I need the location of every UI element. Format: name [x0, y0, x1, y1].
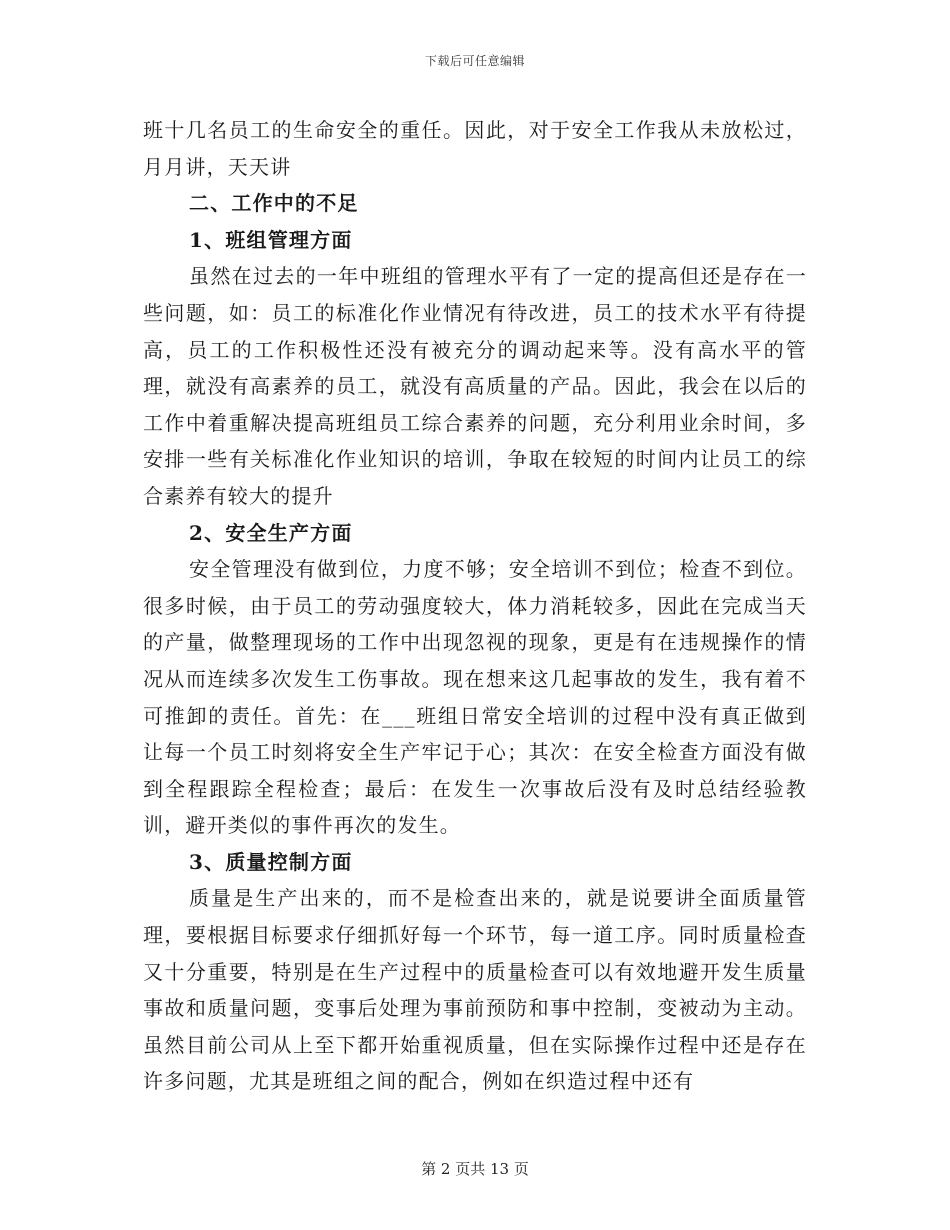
page-header: 下载后可任意编辑	[424, 54, 525, 68]
paragraph: 虽然在过去的一年中班组的管理水平有了一定的提高但还是存在一些问题，如：员工的标准化作业情况有待改进，员工的技术水平有待提高，员工的工作积极性还没有被充分的调动起来等。没有高水平的管理，就没有高素养的员工，就没有高质量的产品。因此，我会在以后的工作中着重解决提高班组员工综合素养的问题，充分利用业余时间，多安排一些有关标准化作业知识的培训，争取在较短的时间内让员工的综合素养有较大的提升	[143, 264, 807, 508]
paragraph: 质量是生产出来的，而不是检查出来的，就是说要讲全面质量管理，要根据目标要求仔细抓好每一个环节，每一道工序。同时质量检查又十分重要，特别是在生产过程中的质量检查可以有效地避开发生质量事故和质量问题，变事后处理为事前预防和事中控制，变被动为主动。虽然目前公司从上至下都开始重视质量，但在实际操作过程中还是存在许多问题，尤其是班组之间的配合，例如在织造过程中还有	[143, 886, 807, 1094]
paragraph: 安全管理没有做到位，力度不够；安全培训不到位；检查不到位。很多时候，由于员工的劳动强度较大，体力消耗较多，因此在完成当天的产量，做整理现场的工作中出现忽视的现象，更是有在违规操作的情况从而连续多次发生工伤事故。现在想来这几起事故的发生，我有着不可推卸的责任。首先：在___班组日常安全培训的过程中没有真正做到让每一个员工时刻将安全生产牢记于心；其次：在安全检查方面没有做到全程跟踪全程检查；最后：在发生一次事故后没有及时总结经验教训，避开类似的事件再次的发生。	[143, 557, 807, 838]
paragraph: 班十几名员工的生命安全的重任。因此，对于安全工作我从未放松过，月月讲，天天讲	[143, 118, 807, 179]
document-body	[143, 112, 807, 1100]
subsection-heading: 1、班组管理方面	[189, 227, 353, 252]
page-footer: 第 2 页共 13 页	[421, 1160, 529, 1178]
subsection-heading: 3、质量控制方面	[189, 849, 353, 874]
section-heading: 二、工作中的不足	[189, 191, 359, 216]
subsection-heading: 2、安全生产方面	[189, 520, 353, 545]
